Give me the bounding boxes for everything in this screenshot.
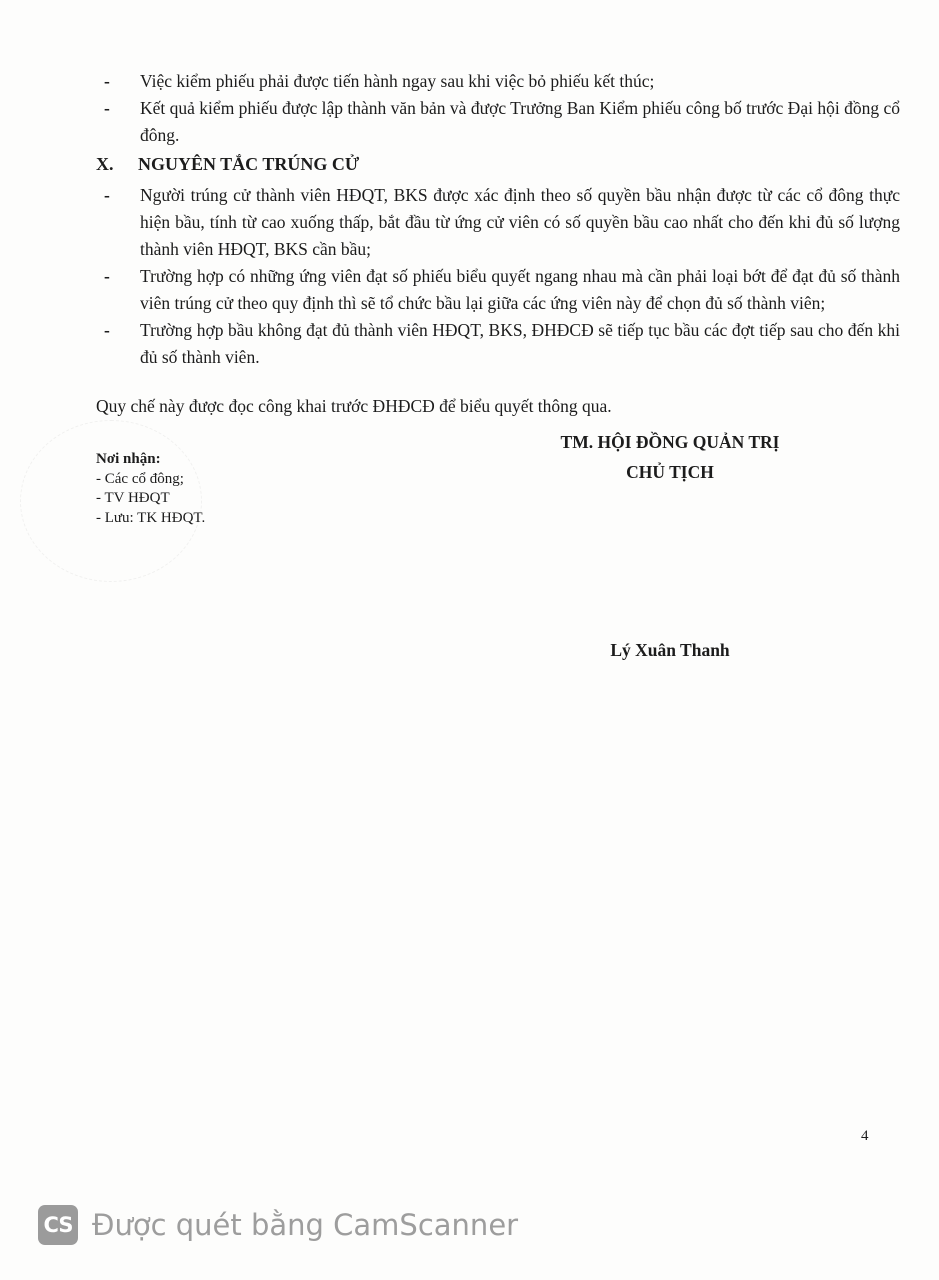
bullet-dash: - [104,71,110,91]
signature-org: TM. HỘI ĐỒNG QUẢN TRỊ [560,432,780,452]
recipients-block [96,450,205,528]
list-item-text: Người trúng cử thành viên HĐQT, BKS được xác định theo số quyền bầu nhận được từ các cổ đông thực hiện bầu, tính từ cao xuống thấp, bắt đầu từ ứng cử viên có số quyền bầu cao nhất cho đến khi đủ số lượng thành viên HĐQT, BKS cần bầu; [140,185,900,259]
bullet-dash: - [104,98,110,118]
bullet-dash: - [104,320,110,340]
election-rules-list [100,182,900,371]
list-item-text: Trường hợp có những ứng viên đạt số phiếu biểu quyết ngang nhau mà cần phải loại bớt để đạt đủ số thành viên trúng cử theo quy định thì sẽ tổ chức bầu lại giữa các ứng viên này để chọn đủ số thành viên; [140,266,900,313]
camscanner-watermark [38,1203,518,1247]
list-item-text: Trường hợp bầu không đạt đủ thành viên HĐQT, BKS, ĐHĐCĐ sẽ tiếp tục bầu các đợt tiếp sau cho đến khi đủ số thành viên. [140,320,900,367]
section-heading [96,154,359,175]
signer-name: Lý Xuân Thanh [610,640,730,660]
closing-statement: Quy chế này được đọc công khai trước ĐHĐCĐ để biểu quyết thông qua. [96,396,612,416]
bullet-dash: - [104,266,110,286]
page-number: 4 [861,1128,869,1144]
signature-role: CHỦ TỊCH [626,462,714,482]
camscanner-logo-icon: CS [38,1205,78,1245]
recipient-item: - Các cổ đông; [96,470,184,487]
recipient-item: - TV HĐQT [96,490,170,506]
vote-count-list [100,68,900,149]
list-item [100,263,900,317]
list-item [100,68,900,95]
section-title: NGUYÊN TẮC TRÚNG CỬ [138,154,360,174]
bullet-dash: - [104,185,110,205]
list-item-text: Việc kiểm phiếu phải được tiến hành ngay sau khi việc bỏ phiếu kết thúc; [140,71,655,91]
watermark-text: Được quét bằng CamScanner [92,1208,519,1242]
section-number: X. [96,154,114,174]
list-item-text: Kết quả kiểm phiếu được lập thành văn bản và được Trưởng Ban Kiểm phiếu công bố trước Đại hội đồng cổ đông. [140,98,900,145]
list-item [100,317,900,371]
list-item [100,95,900,149]
recipient-item: - Lưu: TK HĐQT. [96,509,206,526]
recipients-title: Nơi nhận: [96,451,161,467]
list-item [100,182,900,263]
